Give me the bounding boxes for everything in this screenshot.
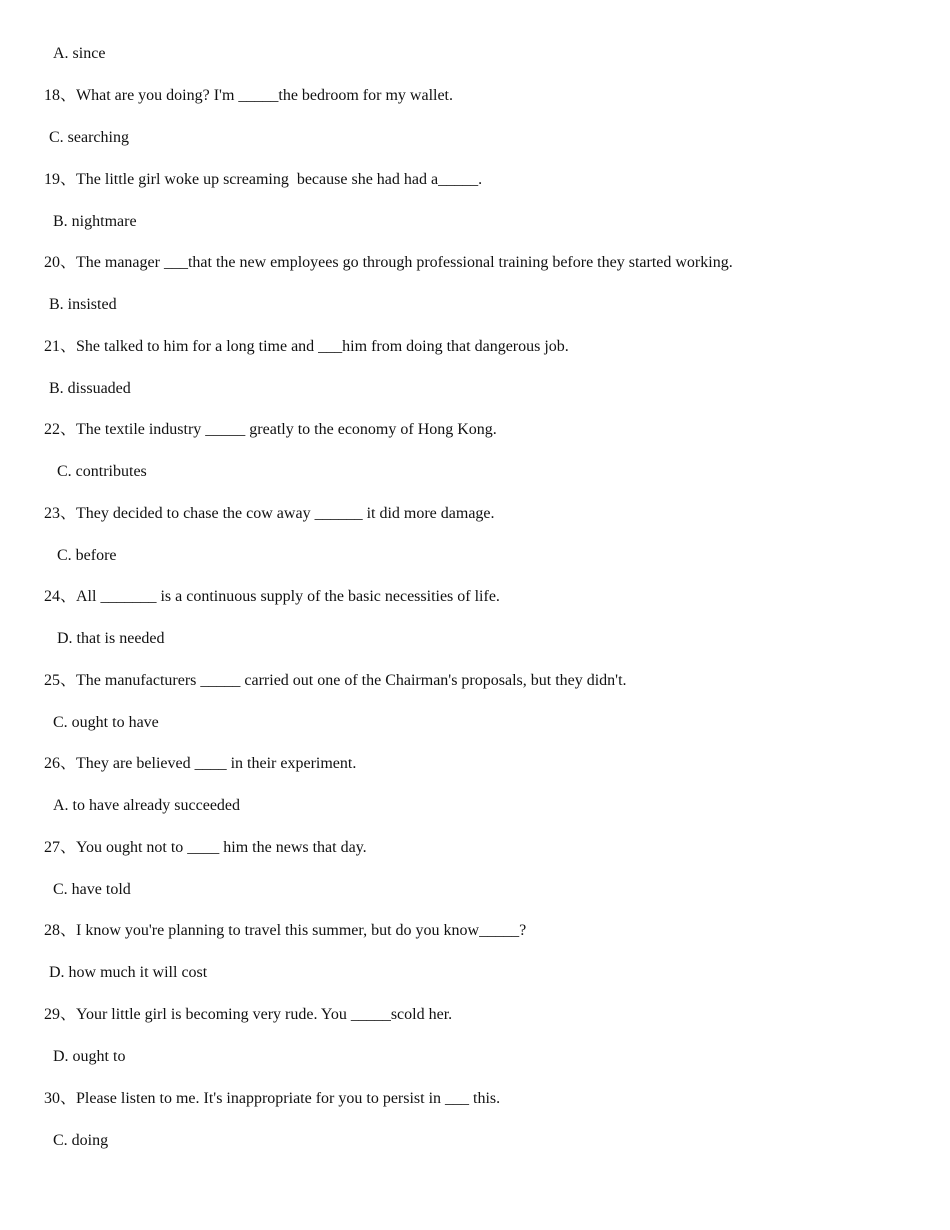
answer-line: C. ought to have <box>53 714 159 731</box>
question-line: 29、Your little girl is becoming very rude. You _____scold her. <box>44 1006 453 1023</box>
answer-line: A. since <box>53 45 106 62</box>
answer-line: C. have told <box>53 881 131 898</box>
answer-line: D. that is needed <box>57 630 165 647</box>
question-line: 25、The manufacturers _____ carried out one of the Chairman's proposals, but they didn't. <box>44 672 627 689</box>
question-line: 19、The little girl woke up screaming because she had had a_____. <box>44 171 483 188</box>
answer-line: C. contributes <box>57 463 147 480</box>
question-line: 28、I know you're planning to travel this summer, but do you know_____? <box>44 922 527 939</box>
answer-line: D. ought to <box>53 1048 126 1065</box>
question-line: 24、All _______ is a continuous supply of the basic necessities of life. <box>44 588 500 605</box>
answer-line: A. to have already succeeded <box>53 797 241 814</box>
question-line: 30、Please listen to me. It's inappropriate for you to persist in ___ this. <box>44 1090 501 1107</box>
question-line: 27、You ought not to ____ him the news that day. <box>44 839 367 856</box>
answer-line: D. how much it will cost <box>49 964 208 981</box>
question-line: 22、The textile industry _____ greatly to the economy of Hong Kong. <box>44 421 497 438</box>
question-line: 18、What are you doing? I'm _____the bedroom for my wallet. <box>44 87 454 104</box>
answer-line: C. searching <box>49 129 129 146</box>
answer-line: B. insisted <box>49 296 117 313</box>
question-line: 21、She talked to him for a long time and ___him from doing that dangerous job. <box>44 338 569 355</box>
answer-line: B. nightmare <box>53 213 137 230</box>
answer-line: B. dissuaded <box>49 380 131 397</box>
question-line: 23、They decided to chase the cow away ______ it did more damage. <box>44 505 495 522</box>
question-line: 26、They are believed ____ in their experiment. <box>44 755 357 772</box>
answer-line: C. before <box>57 547 117 564</box>
question-line: 20、The manager ___that the new employees go through professional training before they started working. <box>44 254 733 271</box>
answer-line: C. doing <box>53 1132 109 1149</box>
